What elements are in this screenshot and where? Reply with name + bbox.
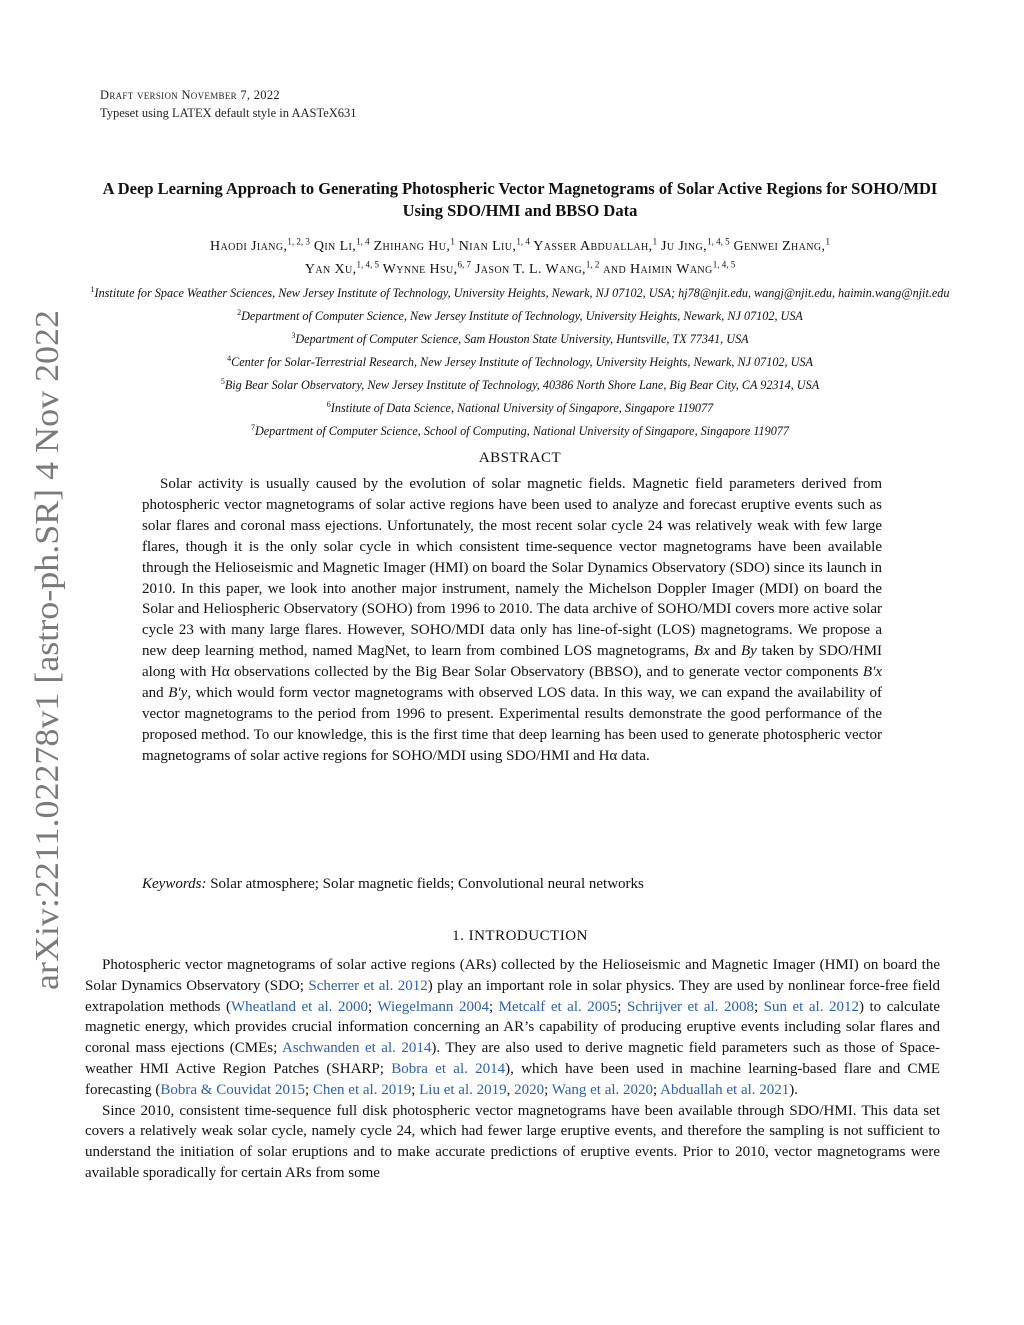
section-heading-introduction: 1. INTRODUCTION (452, 928, 588, 944)
citation-link[interactable]: Abduallah et al. 2021 (660, 1081, 790, 1098)
citation-link[interactable]: Liu et al. 2019 (419, 1081, 507, 1098)
affiliation: $^7$Department of Computer Science, School of Computing, National University of Singapore, Singapore 119077 (250, 423, 790, 439)
author: Qin Li,$^{1, 4}$ (313, 236, 370, 254)
paragraph: Photospheric vector magnetograms of solar active regions (ARs) collected by the Helioseismic and Magnetic Imager (HMI) on board the Solar Dynamics Observatory (SDO; Scherrer et al. 2012) play an important role in solar physics. They are used by nonlinear force-free field extrapolation methods (Wheatland et al. 2000; Wiegelmann 2004; Metcalf et al. 2005; Schrijver et al. 2008; Sun et al. 2012) to calculate magnetic energy, which provides crucial information concerning an AR’s capability of producing eruptive events including solar flares and coronal mass ejections (CMEs; Aschwanden et al. 2014). They are also used to derive magnetic field parameters such as those of Space-weather HMI Active Region Patches (SHARP; Bobra et al. 2014), which have been used in machine learning-based flare and CME forecasting (Bobra & Couvidat 2015; Chen et al. 2019; Liu et al. 2019, 2020; Wang et al. 2020; Abduallah et al. 2021). (85, 957, 941, 1098)
draft-version: Draft version November 7, 2022 (100, 88, 280, 102)
citation-link[interactable]: Schrijver et al. 2008 (626, 998, 754, 1015)
author-list (100, 232, 940, 279)
citation-link[interactable]: 2020 (514, 1081, 545, 1098)
abstract-heading: ABSTRACT (478, 450, 562, 466)
paragraph: Since 2010, consistent time-sequence full disk photospheric vector magnetograms have been available through SDO/HMI. This data set covers a relatively weak solar cycle, namely cycle 24, which had fewer large eruptive events, and therefore the sampling is not sufficient to understand the initiation of solar eruptions and to make accurate predictions of eruptive events. Prior to 2010, vector magnetograms were available sporadically for certain ARs from some (85, 1102, 940, 1181)
author: and Haimin Wang$^{1, 4, 5}$ (603, 259, 736, 278)
arxiv-identifier-stamp (0, 0, 70, 1325)
author: Nian Liu,$^{1, 4}$ (458, 236, 530, 254)
keywords-text: Solar atmosphere; Solar magnetic fields; Convolutional neural networks (210, 876, 644, 892)
affiliation: $^6$Institute of Data Science, National University of Singapore, Singapore 119077 (326, 400, 714, 416)
citation-link[interactable]: Wheatland et al. 2000 (231, 998, 368, 1015)
citation-link[interactable]: Chen et al. 2019 (312, 1081, 412, 1098)
paper-title: A Deep Learning Approach to Generating Photospheric Vector Magnetograms of Solar Active Regions for SOHO/MDI Using SDO/HMI and BBSO Data (102, 179, 938, 220)
citation-link[interactable]: Wiegelmann 2004 (377, 998, 489, 1015)
draft-header (100, 86, 357, 122)
affiliation: $^3$Department of Computer Science, Sam Houston State University, Huntsville, TX 77341, USA (291, 331, 749, 347)
affiliation-list (85, 280, 955, 441)
author: Jason T. L. Wang,$^{1, 2}$ (474, 259, 600, 278)
keywords-label: Keywords: (142, 876, 207, 892)
citation-link[interactable]: Wang et al. 2020 (551, 1081, 654, 1098)
citation-link[interactable]: Bobra & Couvidat 2015 (160, 1081, 305, 1098)
affiliation: $^1$Institute for Space Weather Sciences, New Jersey Institute of Technology, University Heights, Newark, NJ 07102, USA; hj78@njit.edu, wangj@njit.edu, haimin.wang@njit.edu (90, 285, 950, 301)
affiliation: $^2$Department of Computer Science, New Jersey Institute of Technology, University Heights, Newark, NJ 07102, USA (237, 308, 803, 324)
typeset-line: Typeset using LATEX default style in AASTeX631 (100, 106, 357, 120)
affiliation: $^4$Center for Solar-Terrestrial Research, New Jersey Institute of Technology, University Heights, Newark, NJ 07102, USA (227, 354, 813, 370)
citation-link[interactable]: Bobra et al. 2014 (391, 1060, 506, 1077)
arxiv-id-text: arXiv:2211.02278v1 [astro-ph.SR] 4 Nov 2022 (29, 347, 66, 990)
citation-link[interactable]: Sun et al. 2012 (763, 998, 859, 1015)
citation-link[interactable]: Metcalf et al. 2005 (498, 998, 618, 1015)
author: Haodi Jiang,$^{1, 2, 3}$ (210, 236, 310, 254)
author: Zhihang Hu,$^1$ (373, 236, 455, 254)
abstract-text: Solar activity is usually caused by the evolution of solar magnetic fields. Magnetic field parameters derived from photospheric vector magnetograms of solar active regions have been used to analyze and forecast eruptive events such as solar flares and coronal mass ejections. Unfortunately, the most recent solar cycle 24 was relatively weak with few large flares, though it is the only solar cycle in which consistent time-sequence vector magnetograms have been available through the Helioseismic and Magnetic Imager (HMI) on board the Solar Dynamics Observatory (SDO) since its launch in 2010. In this paper, we look into another major instrument, namely the Michelson Doppler Imager (MDI) on board the Solar and Heliospheric Observatory (SOHO) from 1996 to 2010. The data archive of SOHO/MDI covers more active solar cycle 23 with many large flares. However, SOHO/MDI data only has line-of-sight (LOS) magnetograms. We propose a new deep learning method, named MagNet, to learn from combined LOS magnetograms, Bx and By taken by SDO/HMI along with Hα observations collected by the Big Bear Solar Observatory (BBSO), and to generate vector components B′x and B′y, which would form vector magnetograms with observed LOS data. In this way, we can expand the availability of vector magnetograms to the period from 1996 to present. Experimental results demonstrate the good performance of the proposed method. To our knowledge, this is the first time that deep learning has been used to generate photospheric vector magnetograms of solar active regions for SOHO/MDI using SDO/HMI and Hα data. (142, 476, 883, 764)
citation-link[interactable]: Scherrer et al. 2012 (308, 977, 428, 994)
author: Genwei Zhang,$^1$ (733, 236, 830, 254)
keywords (142, 874, 882, 894)
citation-link[interactable]: Aschwanden et al. 2014 (281, 1040, 432, 1057)
author: Ju Jing,$^{1, 4, 5}$ (660, 236, 730, 254)
author: Yasser Abduallah,$^1$ (533, 236, 658, 254)
author: Wynne Hsu,$^{6, 7}$ (382, 259, 472, 278)
affiliation: $^5$Big Bear Solar Observatory, New Jersey Institute of Technology, 40386 North Shore Lane, Big Bear City, CA 92314, USA (220, 377, 820, 393)
introduction-body (85, 955, 940, 1184)
author: Yan Xu,$^{1, 4, 5}$ (304, 259, 379, 278)
